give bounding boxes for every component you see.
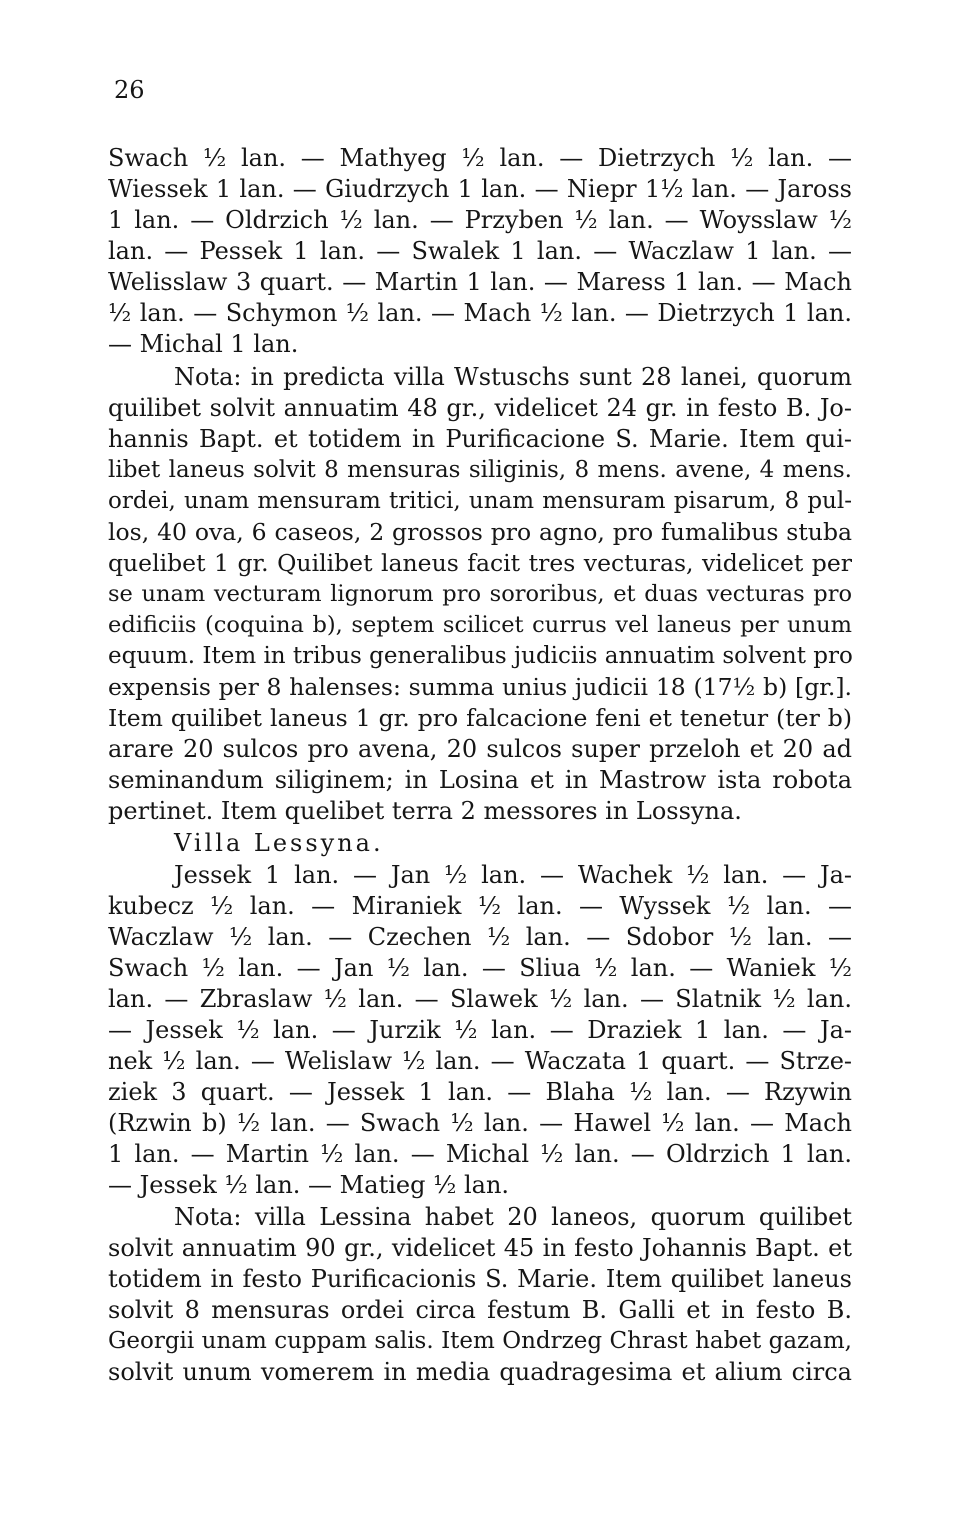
text-line: quelibet 1 gr. Quilibet laneus facit tres vecturas, videlicet per (108, 549, 852, 577)
text-line: Swach ½ lan. — Jan ½ lan. — Sliua ½ lan. — Waniek ½ (108, 954, 852, 982)
text-line: Welisslaw 3 quart. — Martin 1 lan. — Maress 1 lan. — Mach (108, 268, 852, 296)
text-line: lan. — Zbraslaw ½ lan. — Slawek ½ lan. — Slatnik ½ lan. (108, 985, 852, 1013)
page-number: 26 (114, 76, 145, 104)
text-line: los, 40 ova, 6 caseos, 2 grossos pro agno, pro fumalibus stuba (108, 518, 852, 546)
text-line: quilibet solvit annuatim 48 gr., videlicet 24 gr. in festo B. Jo- (108, 394, 852, 422)
text-line: arare 20 sulcos pro avena, 20 sulcos super przeloh et 20 ad (108, 735, 852, 763)
text-line: pertinet. Item quelibet terra 2 messores in Lossyna. (108, 797, 742, 825)
text-line: ordei, unam mensuram tritici, unam mensuram pisarum, 8 pul- (108, 488, 852, 514)
text-line: totidem in festo Purificacionis S. Marie. Item quilibet laneus (108, 1265, 852, 1293)
text-line: Swach ½ lan. — Mathyeg ½ lan. — Dietrzych ½ lan. — (108, 144, 852, 172)
text-line: seminandum siliginem; in Losina et in Mastrow ista robota (108, 766, 852, 794)
text-line: ½ lan. — Schymon ½ lan. — Mach ½ lan. — Dietrzych 1 lan. (108, 299, 852, 327)
text-line: se unam vecturam lignorum pro sororibus, et duas vecturas pro (108, 581, 852, 607)
text-line: solvit unum vomerem in media quadragesima et alium circa (108, 1358, 852, 1386)
text-line: solvit annuatim 90 gr., videlicet 45 in festo Johannis Bapt. et (108, 1234, 852, 1262)
text-line: Nota: in predicta villa Wstuschs sunt 28 lanei, quorum (174, 363, 852, 391)
text-line: libet laneus solvit 8 mensuras siliginis, 8 mens. avene, 4 mens. (108, 457, 852, 483)
text-line: lan. — Pessek 1 lan. — Swalek 1 lan. — Waczlaw 1 lan. — (108, 237, 852, 265)
text-line: — Jessek ½ lan. — Jurzik ½ lan. — Draziek 1 lan. — Ja- (108, 1016, 852, 1044)
text-line: (Rzwin b) ½ lan. — Swach ½ lan. — Hawel ½ lan. — Mach (108, 1109, 852, 1137)
text-line: — Michal 1 lan. (108, 330, 299, 358)
text-line: Georgii unam cuppam salis. Item Ondrzeg Chrast habet gazam, (108, 1328, 852, 1354)
text-line: solvit 8 mensuras ordei circa festum B. Galli et in festo B. (108, 1296, 852, 1324)
text-line: edificiis (coquina b), septem scilicet currus vel laneus per unum (108, 612, 852, 638)
text-line: ziek 3 quart. — Jessek 1 lan. — Blaha ½ lan. — Rzywin (108, 1078, 852, 1106)
text-line: nek ½ lan. — Welislaw ½ lan. — Waczata 1 quart. — Strze- (108, 1047, 852, 1075)
section-heading: Villa Lessyna. (174, 829, 384, 857)
text-line: Waczlaw ½ lan. — Czechen ½ lan. — Sdobor ½ lan. — (108, 923, 852, 951)
text-line: Wiessek 1 lan. — Giudrzych 1 lan. — Niepr 1½ lan. — Jaross (108, 175, 852, 203)
text-line: hannis Bapt. et totidem in Purificacione S. Marie. Item qui- (108, 425, 852, 453)
text-line: Nota: villa Lessina habet 20 laneos, quorum quilibet (174, 1203, 852, 1231)
text-line: Jessek 1 lan. — Jan ½ lan. — Wachek ½ lan. — Ja- (174, 861, 852, 889)
text-line: Item quilibet laneus 1 gr. pro falcacione feni et tenetur (ter b) (108, 704, 852, 732)
text-line: kubecz ½ lan. — Miraniek ½ lan. — Wyssek ½ lan. — (108, 892, 852, 920)
text-line: expensis per 8 halenses: summa unius judicii 18 (17½ b) [gr.]. (108, 673, 852, 701)
text-line: 1 lan. — Martin ½ lan. — Michal ½ lan. — Oldrzich 1 lan. (108, 1140, 852, 1168)
text-line: — Jessek ½ lan. — Matieg ½ lan. (108, 1171, 510, 1199)
text-line: equum. Item in tribus generalibus judiciis annuatim solvent pro (108, 643, 853, 669)
text-line: 1 lan. — Oldrzich ½ lan. — Przyben ½ lan. — Woysslaw ½ (108, 206, 852, 234)
